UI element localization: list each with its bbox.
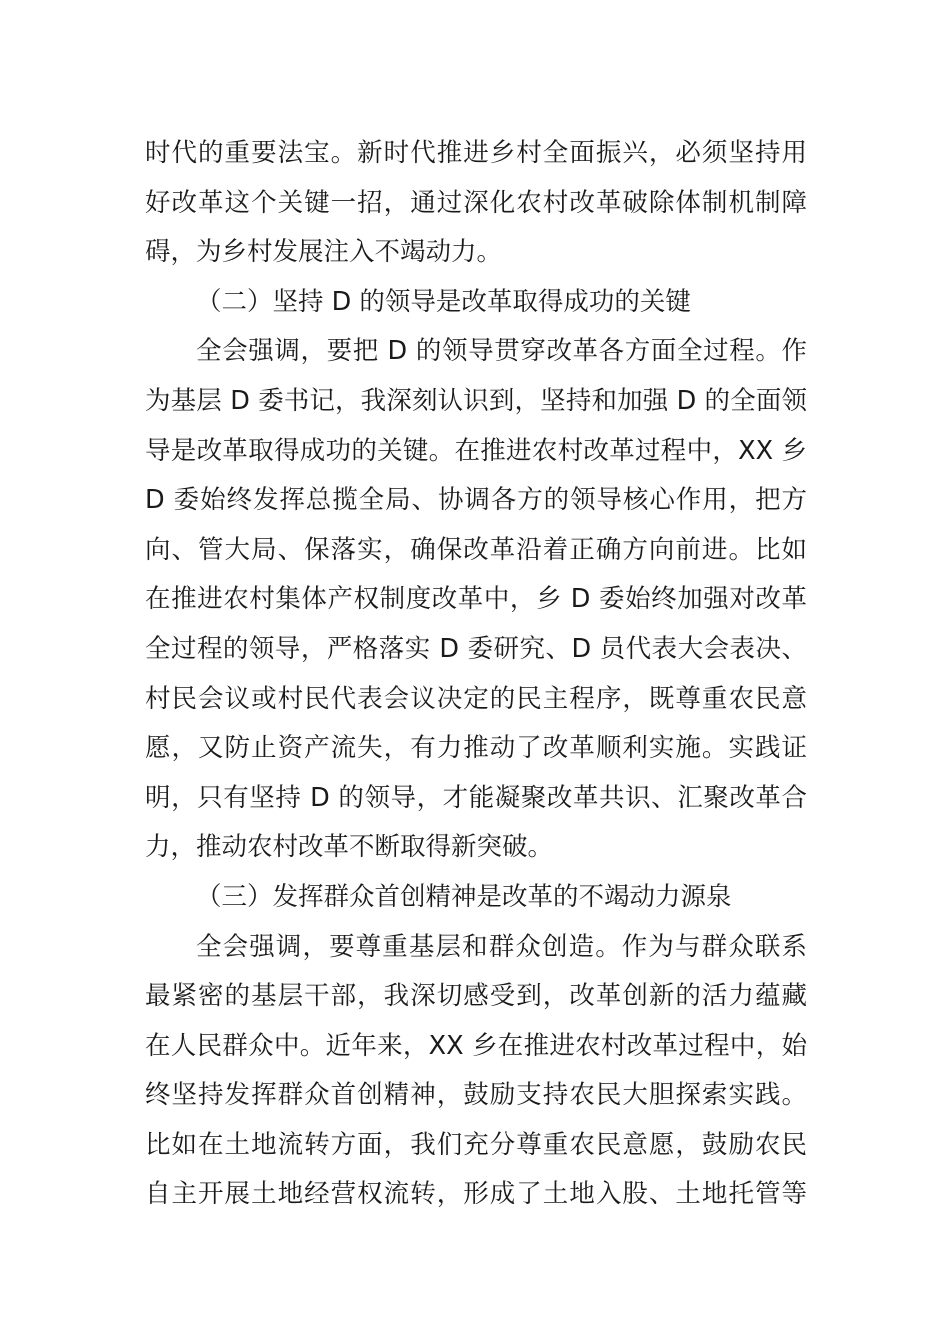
text-line: 为基层 D 委书记，我深刻认识到，坚持和加强 D 的全面领 xyxy=(145,385,807,416)
text-line: 村民会议或村民代表会议决定的民主程序，既尊重农民意 xyxy=(145,683,807,714)
document-body xyxy=(145,129,807,1220)
text-line: 好改革这个关键一招，通过深化农村改革破除体制机制障 xyxy=(145,187,807,218)
heading-line: （二）坚持 D 的领导是改革取得成功的关键 xyxy=(196,286,691,317)
text-line: 比如在土地流转方面，我们充分尊重农民意愿，鼓励农民 xyxy=(145,1129,807,1160)
text-line: 明，只有坚持 D 的领导，才能凝聚改革共识、汇聚改革合 xyxy=(145,782,807,813)
section-heading-3 xyxy=(145,873,807,923)
text-line: 自主开展土地经营权流转，形成了土地入股、土地托管等 xyxy=(145,1179,807,1210)
text-line: 全过程的领导，严格落实 D 委研究、D 员代表大会表决、 xyxy=(145,633,807,664)
text-line: 导是改革取得成功的关键。在推进农村改革过程中，XX 乡 xyxy=(145,435,807,466)
text-line: 力，推动农村改革不断取得新突破。 xyxy=(145,832,554,863)
heading-line: （三）发挥群众首创精神是改革的不竭动力源泉 xyxy=(196,881,732,912)
text-line: 时代的重要法宝。新时代推进乡村全面振兴，必须坚持用 xyxy=(145,138,807,168)
text-line: 愿，又防止资产流失，有力推动了改革顺利实施。实践证 xyxy=(145,733,807,764)
text-line: 碍，为乡村发展注入不竭动力。 xyxy=(145,237,503,268)
text-line: 全会强调，要尊重基层和群众创造。作为与群众联系 xyxy=(196,931,807,962)
text-line: 在人民群众中。近年来，XX 乡在推进农村改革过程中，始 xyxy=(145,1030,807,1061)
text-line: 向、管大局、保落实，确保改革沿着正确方向前进。比如 xyxy=(145,534,807,565)
text-line: 全会强调，要把 D 的领导贯穿改革各方面全过程。作 xyxy=(196,336,807,367)
text-line: D 委始终发挥总揽全局、协调各方的领导核心作用，把方 xyxy=(145,485,807,516)
paragraph-mass-creativity xyxy=(145,923,807,1221)
text-line: 最紧密的基层干部，我深切感受到，改革创新的活力蕴藏 xyxy=(145,981,807,1012)
text-line: 终坚持发挥群众首创精神，鼓励支持农民大胆探索实践。 xyxy=(145,1080,807,1111)
section-heading-2 xyxy=(145,278,807,328)
paragraph-party-leadership xyxy=(145,327,807,873)
paragraph-intro-continuation xyxy=(145,129,807,278)
text-line: 在推进农村集体产权制度改革中，乡 D 委始终加强对改革 xyxy=(145,584,807,615)
